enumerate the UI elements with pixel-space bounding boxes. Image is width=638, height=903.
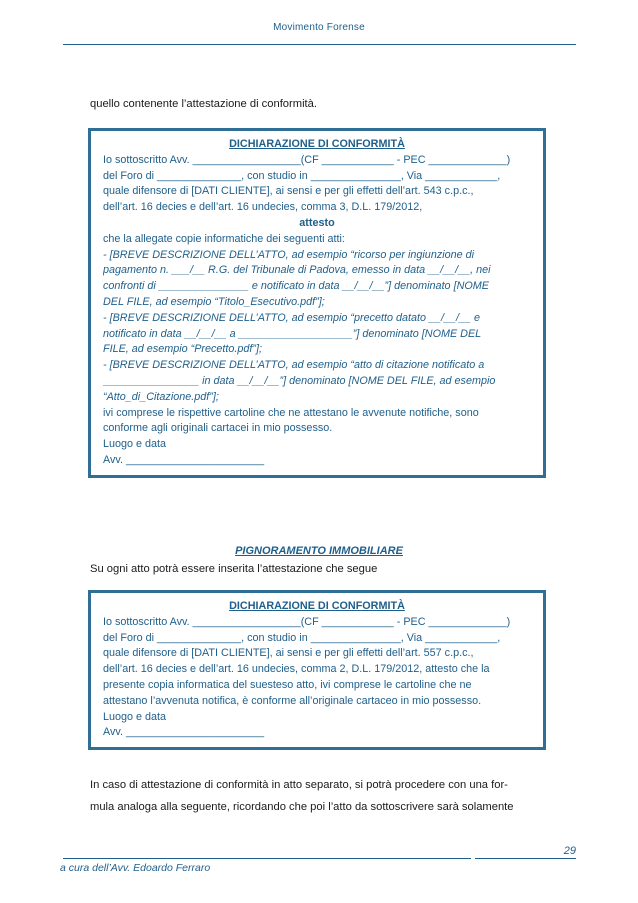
box1-line: del Foro di ______________, con studio in _______________, Via ____________,	[103, 169, 501, 182]
box2-line: Avv. _______________________	[103, 726, 265, 739]
box2-line: attestano l’avvenuta notifica, è conforme all’originale cartaceo in mio possesso.	[103, 694, 482, 707]
box2-line: quale difensore di [DATI CLIENTE], ai sensi e per gli effetti dell’art. 557 c.p.c.,	[103, 647, 474, 660]
closing-paragraph-line: In caso di attestazione di conformità in atto separato, si potrà procedere con una for-	[90, 779, 508, 791]
declaration-box-2	[88, 590, 546, 750]
box2-line: dell’art. 16 decies e dell’art. 16 undecies, comma 2, D.L. 179/2012, attesto che la	[103, 663, 490, 676]
box1-line: FILE, ad esempio “Precetto.pdf”];	[103, 343, 263, 356]
declaration-box-1	[88, 128, 546, 478]
intro-paragraph: quello contenente l’attestazione di conformità.	[90, 98, 318, 110]
box1-line: che la allegate copie informatiche dei seguenti atti:	[103, 232, 345, 245]
box1-line: - [BREVE DESCRIZIONE DELL’ATTO, ad esempio “atto di citazione notificato a	[103, 359, 485, 372]
box2-line: presente copia informatica del suesteso atto, ivi comprese le cartoline che ne	[103, 678, 472, 691]
box2-line: del Foro di ______________, con studio in _______________, Via ____________,	[103, 631, 501, 644]
box1-line: - [BREVE DESCRIZIONE DELL’ATTO, ad esempio “ricorso per ingiunzione di	[103, 248, 475, 261]
box1-line: ivi comprese le rispettive cartoline che ne attestano le avvenute notifiche, sono	[103, 406, 479, 419]
box1-line: Io sottoscritto Avv. __________________(CF ____________ - PEC _____________)	[103, 153, 511, 166]
declaration-title: DICHIARAZIONE DI CONFORMITÀ	[229, 600, 405, 612]
declaration-title: DICHIARAZIONE DI CONFORMITÀ	[229, 138, 405, 150]
page-number: 29	[563, 845, 576, 857]
footer-rule-short	[475, 858, 576, 859]
footer-rule	[63, 858, 471, 859]
box2-line: Luogo e data	[103, 710, 167, 723]
box1-line: quale difensore di [DATI CLIENTE], ai sensi e per gli effetti dell’art. 543 c.p.c.,	[103, 185, 474, 198]
box1-line: Avv. _______________________	[103, 453, 265, 466]
box1-line: notificato in data __/__/__ a ___________________”] denominato [NOME DEL	[103, 327, 482, 340]
box1-line: Luogo e data	[103, 438, 167, 451]
header-rule	[63, 44, 576, 45]
box2-line: Io sottoscritto Avv. __________________(CF ____________ - PEC _____________)	[103, 615, 511, 628]
closing-paragraph-line: mula analoga alla seguente, ricordando che poi l’atto da sottoscrivere sarà solamente	[90, 801, 514, 813]
section-paragraph: Su ogni atto potrà essere inserita l’attestazione che segue	[90, 563, 378, 575]
box1-line: “Atto_di_Citazione.pdf”];	[103, 390, 219, 403]
box1-line: ________________ in data __/__/__”] denominato [NOME DEL FILE, ad esempio	[103, 374, 496, 387]
section-title: PIGNORAMENTO IMMOBILIARE	[235, 545, 403, 557]
attesto-heading: attesto	[299, 216, 335, 229]
box1-line: pagamento n. ___/__ R.G. del Tribunale di Padova, emesso in data __/__/__, nei	[103, 264, 491, 277]
box1-line: conforme agli originali cartacei in mio possesso.	[103, 422, 333, 435]
box1-line: confronti di _______________ e notificato in data __/__/__”] denominato [NOME	[103, 280, 489, 293]
box1-line: DEL FILE, ad esempio “Titolo_Esecutivo.pdf”];	[103, 295, 325, 308]
running-header: Movimento Forense	[273, 22, 365, 33]
box1-line: dell’art. 16 decies e dell’art. 16 undecies, comma 3, D.L. 179/2012,	[103, 201, 423, 214]
footer-author: a cura dell’Avv. Edoardo Ferraro	[60, 862, 211, 874]
box1-line: - [BREVE DESCRIZIONE DELL’ATTO, ad esempio “precetto datato __/__/__ e	[103, 311, 481, 324]
